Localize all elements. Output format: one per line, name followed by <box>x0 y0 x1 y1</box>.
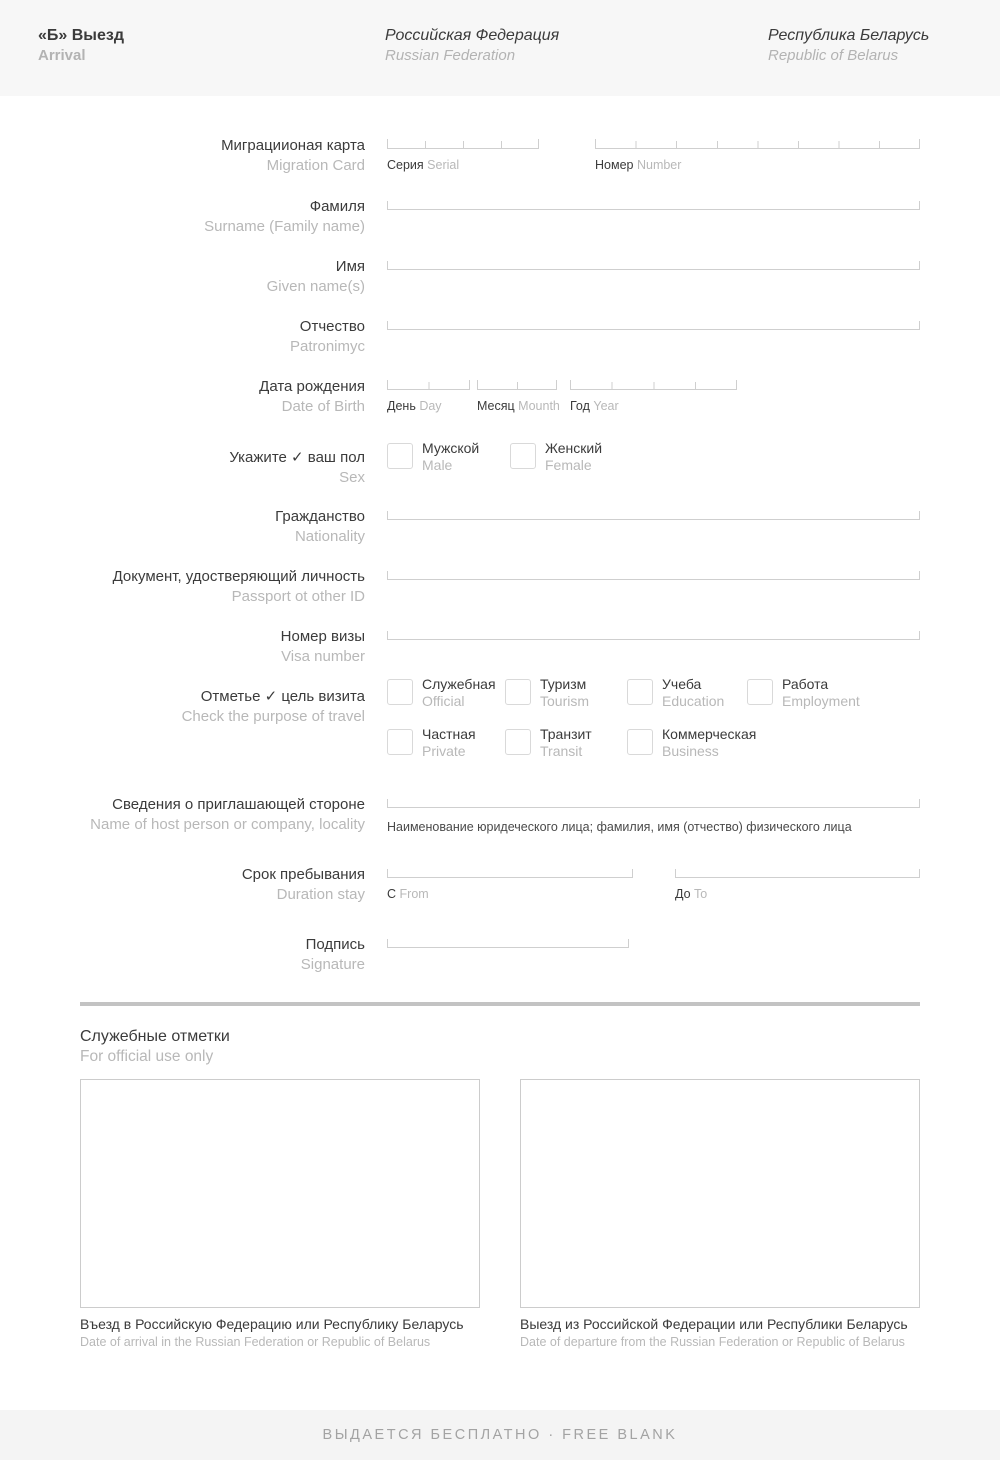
form-header <box>0 0 1000 96</box>
dob-month-group <box>477 377 560 414</box>
transit-label-en: Transit <box>540 743 583 759</box>
female-label-en: Female <box>545 457 592 473</box>
field-signature <box>0 935 920 975</box>
signature-label-en: Signature <box>300 956 365 973</box>
female-checkbox[interactable] <box>510 443 536 469</box>
number-comb-input[interactable] <box>595 136 920 149</box>
arrival-stamp-box <box>80 1079 480 1308</box>
male-label-en: Male <box>422 457 453 473</box>
serial-comb-input[interactable] <box>387 136 539 149</box>
transit-checkbox[interactable] <box>505 729 531 755</box>
duration-from-ru: С <box>387 887 397 901</box>
serial-group <box>387 136 539 173</box>
tourism-label <box>540 676 589 710</box>
dob-day-input[interactable] <box>387 377 470 390</box>
purpose-option-official <box>387 676 496 710</box>
field-nationality <box>0 507 920 547</box>
number-caption <box>595 158 920 173</box>
official-checkbox[interactable] <box>387 679 413 705</box>
document-input[interactable] <box>387 567 920 580</box>
dob-label-en: Date of Birth <box>281 398 365 415</box>
visa-label <box>0 627 365 667</box>
purpose-option-private <box>387 726 476 760</box>
duration-spacer <box>633 865 675 902</box>
surname-label-en: Surname (Family name) <box>204 218 365 235</box>
female-label <box>545 440 602 474</box>
number-caption-ru: Номер <box>595 158 634 172</box>
field-purpose <box>0 676 920 769</box>
russian-federation-en: Russian Federation <box>385 47 516 64</box>
business-label-ru: Коммерческая <box>662 726 757 742</box>
official-use-heading <box>80 1026 230 1067</box>
given-name-label-en: Given name(s) <box>266 278 365 295</box>
duration-to-en: To <box>694 887 708 901</box>
migration-card-label <box>0 136 365 176</box>
male-label <box>422 440 479 474</box>
field-document <box>0 567 920 607</box>
surname-label-ru: Фамиля <box>309 198 365 215</box>
dob-day-en: Day <box>419 399 442 413</box>
nationality-label-en: Nationality <box>294 528 365 545</box>
employment-label <box>782 676 860 710</box>
republic-belarus-ru: Республика Беларусь <box>768 27 930 44</box>
education-label <box>662 676 724 710</box>
dob-day-group <box>387 377 470 414</box>
purpose-option-business <box>627 726 757 760</box>
arrival-caption-ru: Въезд в Российскую Федерацию или Республику Беларусь <box>80 1316 464 1332</box>
tourism-label-en: Tourism <box>540 693 590 709</box>
duration-label <box>0 865 365 905</box>
patronymic-label-ru: Отчество <box>299 318 365 335</box>
education-label-ru: Учеба <box>662 676 702 692</box>
arrival-caption-en: Date of arrival in the Russian Federation or Republic of Belarus <box>80 1335 431 1349</box>
field-given-name <box>0 257 920 297</box>
host-input[interactable] <box>387 795 920 808</box>
official-label <box>422 676 496 710</box>
duration-to-ru: До <box>675 887 691 901</box>
departure-caption-en: Date of departure from the Russian Federation or Republic of Belarus <box>520 1335 905 1349</box>
nationality-label <box>0 507 365 547</box>
field-visa-number <box>0 627 920 667</box>
field-date-of-birth <box>0 377 920 417</box>
private-label <box>422 726 476 760</box>
employment-label-en: Employment <box>782 693 860 709</box>
duration-from-group <box>387 865 633 902</box>
sex-option-male <box>387 440 480 474</box>
serial-caption <box>387 158 539 173</box>
official-use-heading-ru: Служебные отметки <box>80 1028 230 1045</box>
dob-year-ru: Год <box>570 399 590 413</box>
dob-month-ru: Месяц <box>477 399 515 413</box>
duration-label-ru: Срок пребывания <box>241 866 365 883</box>
sex-label <box>0 443 365 488</box>
transit-label-ru: Транзит <box>540 726 592 742</box>
purpose-label <box>0 679 365 727</box>
duration-to-caption <box>675 887 920 902</box>
business-checkbox[interactable] <box>627 729 653 755</box>
given-name-input[interactable] <box>387 257 920 270</box>
sex-label-en: Sex <box>339 469 365 486</box>
employment-checkbox[interactable] <box>747 679 773 705</box>
dob-spacer-2 <box>557 377 570 414</box>
republic-belarus-en: Republic of Belarus <box>768 47 899 64</box>
purpose-label-en: Check the purpose of travel <box>181 708 365 725</box>
surname-label <box>0 197 365 237</box>
field-duration <box>0 865 920 905</box>
card-type-en: Arrival <box>38 47 86 64</box>
visa-label-ru: Номер визы <box>280 628 365 645</box>
serial-caption-en: Serial <box>427 158 460 172</box>
dob-year-en: Year <box>593 399 619 413</box>
field-patronymic <box>0 317 920 357</box>
host-hint: Наименование юридеческого лица; фамилия, имя (отчество) физического лица <box>387 820 852 834</box>
dob-month-input[interactable] <box>477 377 557 390</box>
host-label-ru: Сведения о приглашающей стороне <box>112 796 365 813</box>
dob-year-caption <box>570 399 737 414</box>
purpose-option-education <box>627 676 725 710</box>
business-label-en: Business <box>662 743 719 759</box>
patronymic-input[interactable] <box>387 317 920 330</box>
migration-card-label-en: Migration Card <box>266 157 365 174</box>
field-migration-card <box>0 136 920 176</box>
footer-text: ВЫДАЕТСЯ БЕСПЛАТНО · FREE BLANK <box>322 1427 678 1443</box>
field-host <box>0 795 920 835</box>
male-checkbox[interactable] <box>387 443 413 469</box>
section-divider <box>80 1002 920 1006</box>
number-group <box>595 136 920 173</box>
female-label-ru: Женский <box>545 440 603 456</box>
header-republic-belarus <box>768 26 929 66</box>
header-russian-federation <box>385 26 559 66</box>
duration-from-en: From <box>399 887 429 901</box>
host-label-en: Name of host person or company, locality <box>90 816 365 833</box>
migration-card-label-ru: Миграциионая карта <box>221 137 365 154</box>
document-label-en: Passport ot other ID <box>231 588 365 605</box>
business-label <box>662 726 756 760</box>
duration-to-group <box>675 865 920 902</box>
departure-caption-ru: Выезд из Российской Федерации или Республики Беларусь <box>520 1316 908 1332</box>
employment-label-ru: Работа <box>782 676 829 692</box>
male-label-ru: Мужской <box>422 440 480 456</box>
purpose-option-transit <box>505 726 592 760</box>
duration-to-input[interactable] <box>675 865 920 878</box>
number-caption-en: Number <box>636 158 682 172</box>
official-use-heading-en: For official use only <box>80 1048 214 1065</box>
nationality-label-ru: Гражданство <box>275 508 365 525</box>
dob-year-group <box>570 377 737 414</box>
patronymic-label <box>0 317 365 357</box>
visa-input[interactable] <box>387 627 920 640</box>
field-surname <box>0 197 920 237</box>
header-card-type <box>38 26 124 66</box>
document-label <box>0 567 365 607</box>
official-label-en: Official <box>422 693 465 709</box>
purpose-option-tourism <box>505 676 590 710</box>
dob-label <box>0 377 365 417</box>
purpose-label-ru: Отметье ✓ цель визита <box>200 688 365 705</box>
sex-label-ru: Укажите ✓ ваш пол <box>229 449 365 466</box>
transit-label <box>540 726 592 760</box>
dob-spacer-1 <box>470 377 477 414</box>
purpose-option-employment <box>747 676 860 710</box>
education-checkbox[interactable] <box>627 679 653 705</box>
serial-caption-ru: Серия <box>387 158 424 172</box>
dob-label-ru: Дата рождения <box>259 378 365 395</box>
duration-label-en: Duration stay <box>276 886 365 903</box>
dob-day-ru: День <box>387 399 416 413</box>
signature-label <box>0 935 365 975</box>
given-name-label <box>0 257 365 297</box>
dob-year-input[interactable] <box>570 377 737 390</box>
footer-bar <box>0 1410 1000 1460</box>
card-type-ru: «Б» Выезд <box>38 27 124 44</box>
russian-federation-ru: Российская Федерация <box>385 27 560 44</box>
departure-stamp-box <box>520 1079 920 1308</box>
tourism-checkbox[interactable] <box>505 679 531 705</box>
official-label-ru: Служебная <box>422 676 496 692</box>
given-name-label-ru: Имя <box>335 258 365 275</box>
nationality-input[interactable] <box>387 507 920 520</box>
departure-box-caption <box>520 1315 940 1350</box>
host-label <box>0 795 365 835</box>
field-sex <box>0 440 920 488</box>
signature-label-ru: Подпись <box>305 936 365 953</box>
dob-day-caption <box>387 399 470 414</box>
signature-input[interactable] <box>387 935 629 948</box>
dob-month-caption <box>477 399 560 414</box>
patronymic-label-en: Patronimyc <box>289 338 365 355</box>
document-label-ru: Документ, удостверяющий личность <box>112 568 365 585</box>
visa-label-en: Visa number <box>281 648 365 665</box>
dob-month-en: Mounth <box>518 399 560 413</box>
arrival-box-caption <box>80 1315 500 1350</box>
private-label-en: Private <box>422 743 466 759</box>
duration-from-input[interactable] <box>387 865 633 878</box>
education-label-en: Education <box>662 693 725 709</box>
sex-option-female <box>510 440 603 474</box>
private-label-ru: Частная <box>422 726 476 742</box>
serial-number-spacer <box>539 136 595 173</box>
surname-input[interactable] <box>387 197 920 210</box>
tourism-label-ru: Туризм <box>540 676 587 692</box>
duration-from-caption <box>387 887 633 902</box>
private-checkbox[interactable] <box>387 729 413 755</box>
